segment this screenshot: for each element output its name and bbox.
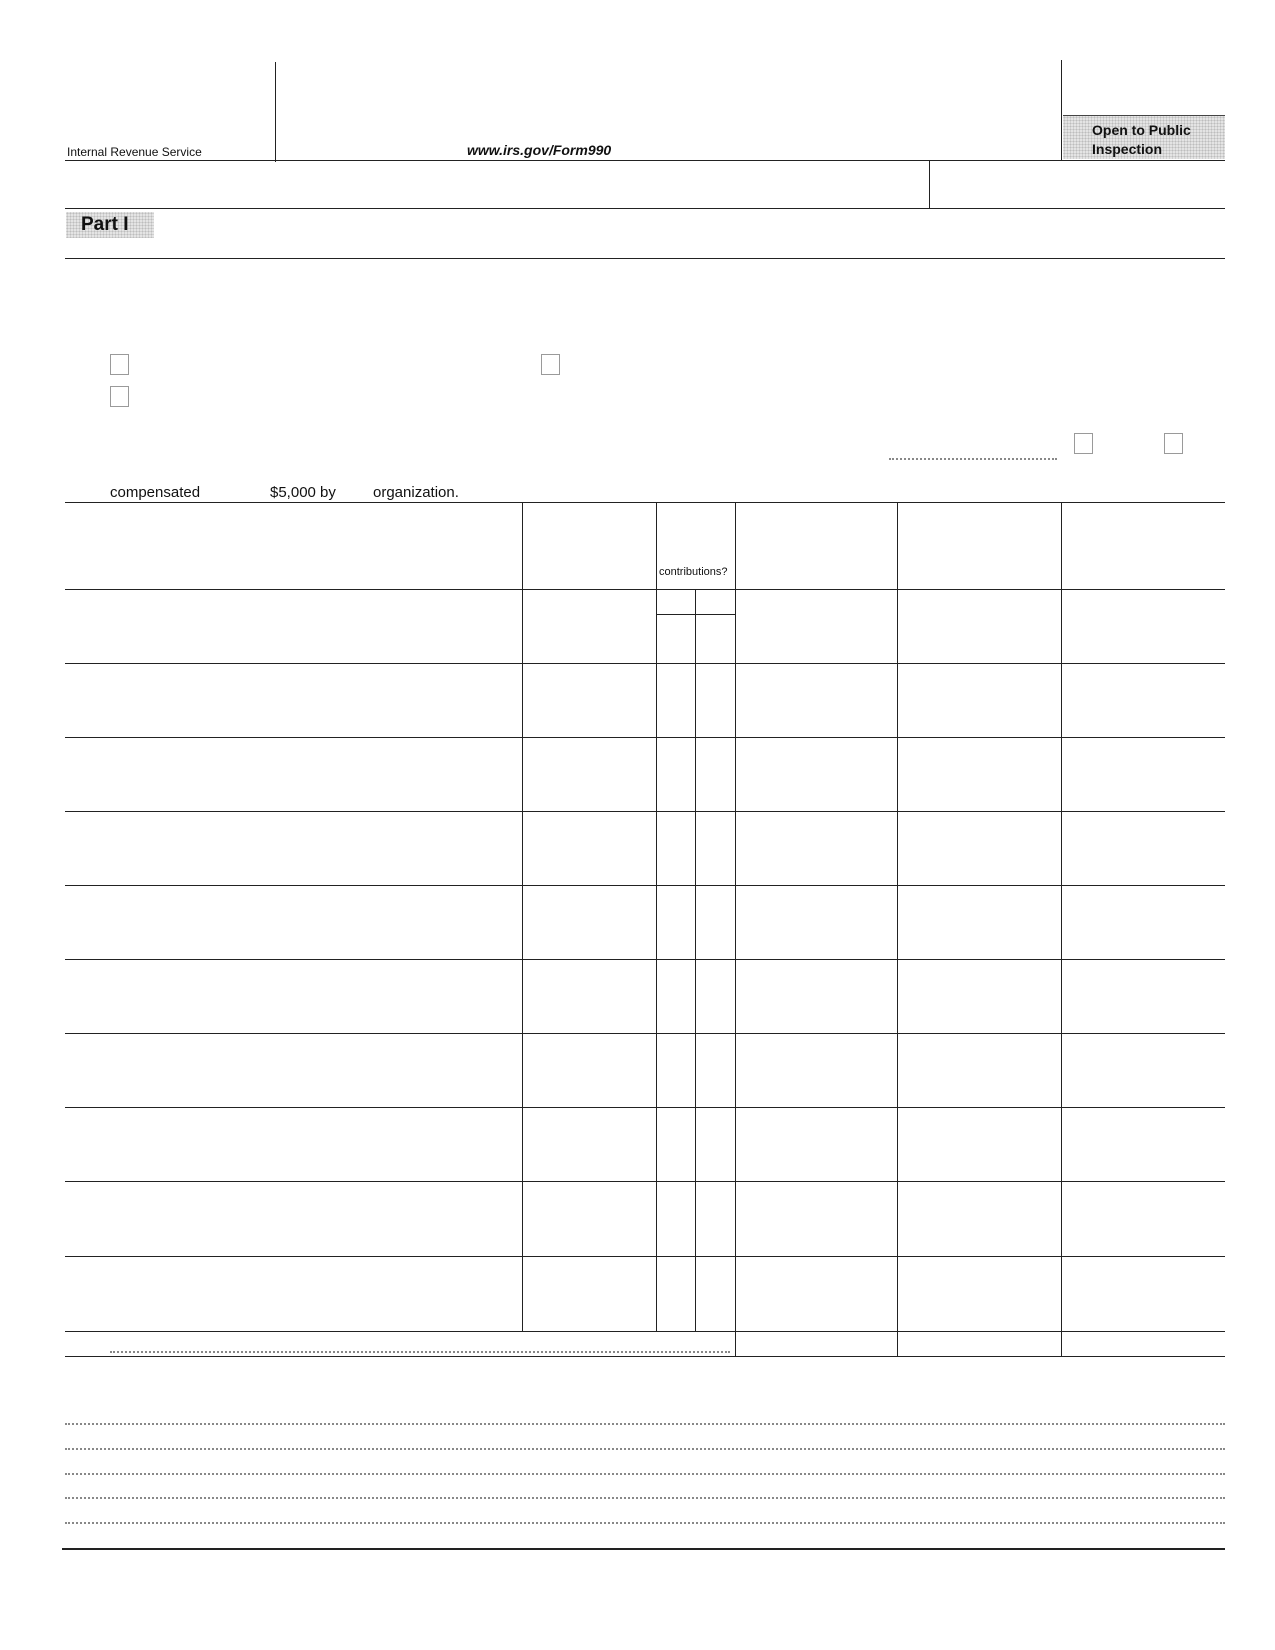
table-header-bottom-rule	[65, 589, 1225, 590]
table-header-fragment: contributions?	[659, 566, 728, 578]
leader-dots-question	[889, 458, 1057, 460]
form-number-faint	[66, 18, 70, 33]
table-col-line-6	[1061, 502, 1062, 1356]
agency-name: Internal Revenue Service	[67, 145, 202, 159]
explanation-line-4[interactable]	[65, 1497, 1225, 1499]
section-text-word2: $5,000 by	[270, 484, 336, 501]
public-inspection-line1: Open to Public	[1092, 122, 1191, 138]
name-row-bottom-rule	[65, 208, 1225, 209]
name-ein-divider	[929, 160, 930, 208]
table-row-rule-8	[65, 1181, 1225, 1182]
explanation-line-5[interactable]	[65, 1522, 1225, 1524]
total-row-leader-dots	[110, 1351, 730, 1353]
part-label-box	[66, 212, 154, 238]
header-divider-left	[275, 62, 276, 162]
table-row-rule-4	[65, 885, 1225, 886]
checkbox-no[interactable]	[1164, 433, 1183, 454]
table-row-rule-9	[65, 1256, 1225, 1257]
checkbox-option-c[interactable]	[110, 386, 129, 407]
table-row-rule-6	[65, 1033, 1225, 1034]
checkbox-option-b[interactable]	[541, 354, 560, 375]
table-row-rule-7	[65, 1107, 1225, 1108]
table-row-rule-10	[65, 1331, 1225, 1332]
table-row-rule-3	[65, 811, 1225, 812]
page-bottom-rule	[62, 1548, 1225, 1550]
explanation-line-1[interactable]	[65, 1423, 1225, 1425]
table-col-line-1	[522, 502, 523, 1331]
header-bottom-rule	[65, 160, 1225, 161]
table-col-line-3	[695, 589, 696, 1331]
section-text-word1: compensated	[110, 484, 201, 501]
checkbox-yes[interactable]	[1074, 433, 1093, 454]
table-top-rule	[65, 502, 1225, 503]
explanation-line-2[interactable]	[65, 1448, 1225, 1450]
explanation-line-3[interactable]	[65, 1473, 1225, 1475]
part-label: Part I	[81, 214, 129, 235]
total-row-bottom-rule	[65, 1356, 1225, 1357]
part-bottom-rule	[65, 258, 1225, 259]
public-inspection-line2: Inspection	[1092, 141, 1163, 157]
table-col-line-4	[735, 502, 736, 1356]
header-divider-right	[1061, 60, 1062, 160]
checkbox-option-a[interactable]	[110, 354, 129, 375]
public-inspection-box	[1063, 115, 1225, 159]
section-text-word3: organization.	[373, 484, 459, 501]
table-row-rule-2	[65, 737, 1225, 738]
irs-website: www.irs.gov/Form990	[467, 142, 612, 158]
yes-no-subheader-rule	[657, 614, 735, 615]
table-row-rule-5	[65, 959, 1225, 960]
table-col-line-5	[897, 502, 898, 1356]
table-col-line-2	[656, 502, 657, 1331]
table-row-rule-1	[65, 663, 1225, 664]
